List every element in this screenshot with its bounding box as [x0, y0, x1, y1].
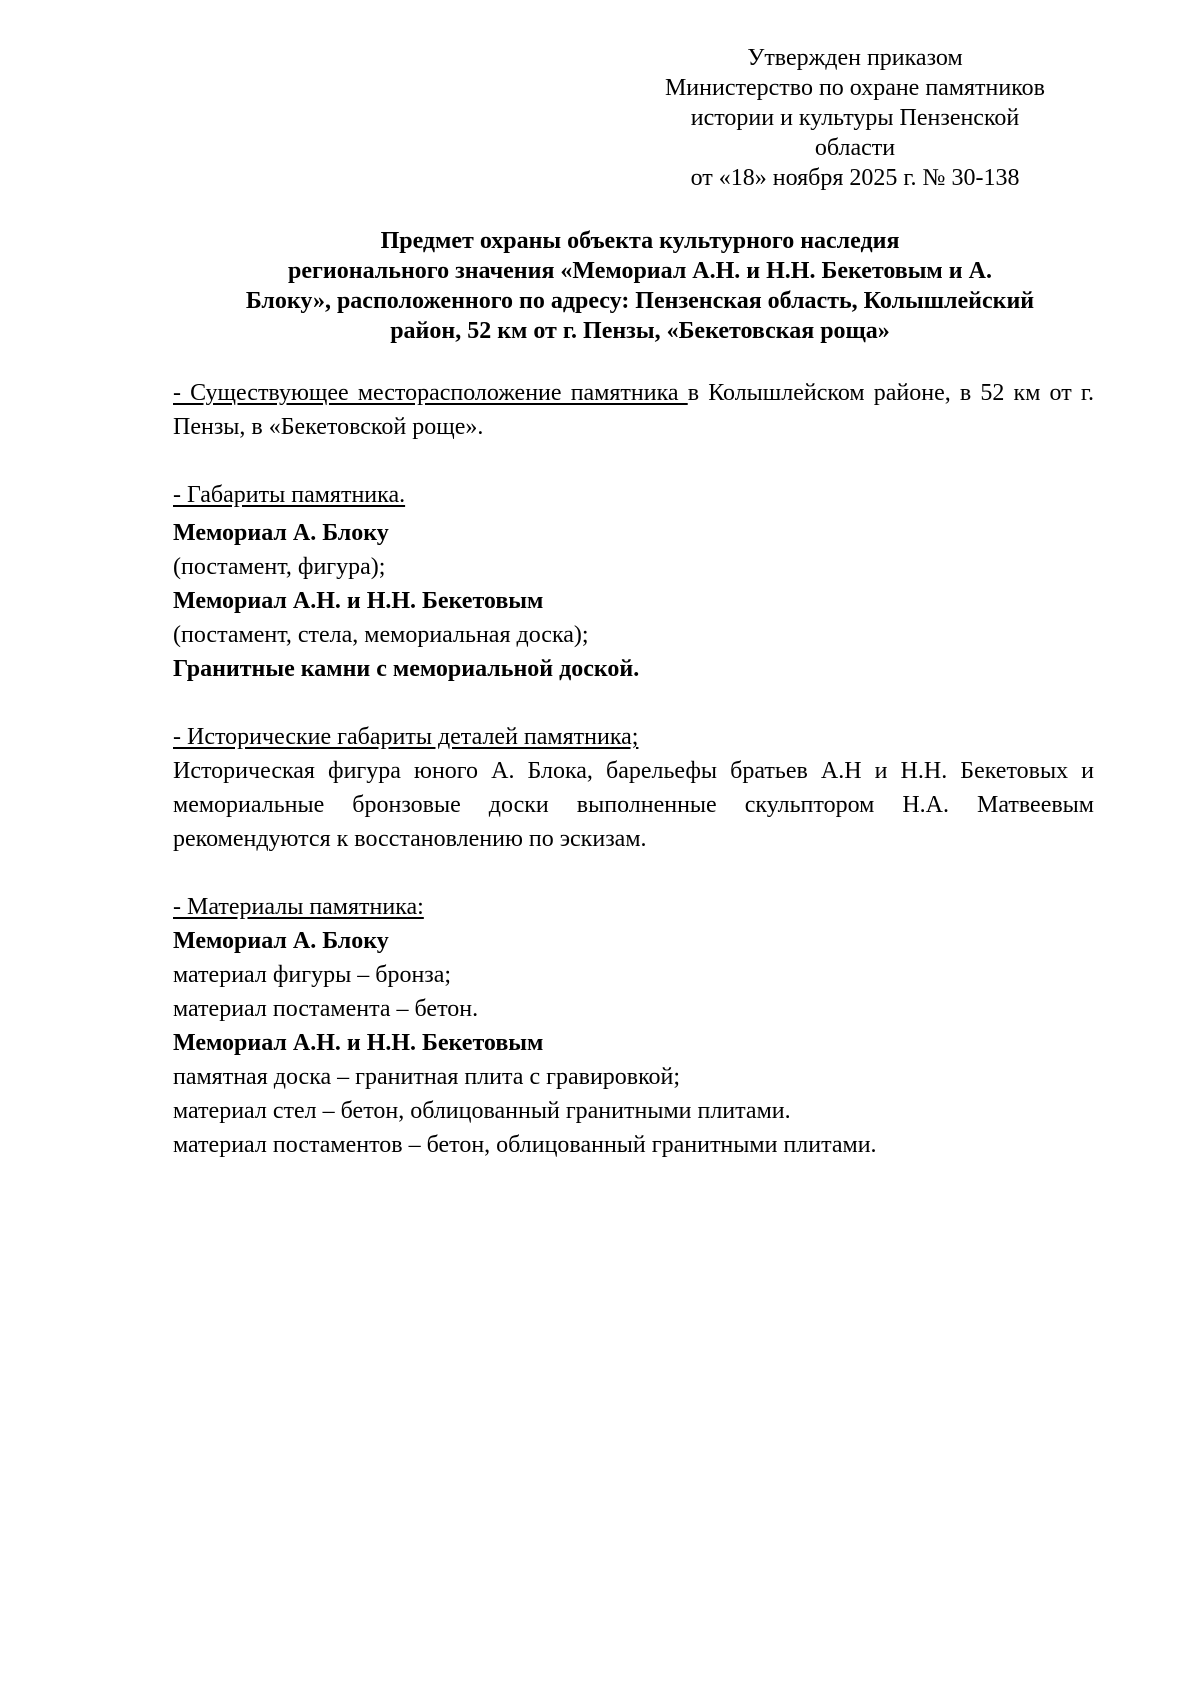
location-heading: - Существующее месторасположение памятника: [173, 380, 688, 406]
title-line: район, 52 км от г. Пензы, «Бекетовская роща»: [390, 318, 890, 344]
dimensions-heading: - Габариты памятника.: [173, 482, 406, 508]
historical-text: Историческая фигура юного А. Блока, барельефы братьев А.Н и Н.Н. Бекетовых и мемориальные бронзовые доски выполненные скульптором Н.А. Матвеевым рекомендуются к восстановлению по эскизам.: [173, 758, 1094, 852]
title-line: регионального значения «Мемориал А.Н. и Н.Н. Бекетовым и А.: [288, 258, 992, 284]
location-section: [173, 376, 1094, 444]
approval-line: от «18» ноября 2025 г. № 30-138: [690, 165, 1020, 191]
dimensions-item-name: Мемориал А.Н. и Н.Н. Бекетовым: [173, 588, 544, 614]
spacer: [173, 686, 1094, 720]
approval-line: истории и культуры Пензенской: [690, 105, 1020, 131]
materials-beketov-name: Мемориал А.Н. и Н.Н. Бекетовым: [173, 1030, 544, 1056]
location-text: в Колышлейском районе, в 52 км от г. Пензы, в «Бекетовской роще».: [173, 380, 1095, 440]
title-line: Блоку», расположенного по адресу: Пензенская область, Колышлейский: [245, 288, 1035, 314]
materials-beketov-line: материал постаментов – бетон, облицованный гранитными плитами.: [173, 1132, 877, 1158]
materials-blok-line: материал постамента – бетон.: [173, 996, 479, 1022]
document-title: [180, 226, 1100, 346]
historical-heading: - Исторические габариты деталей памятника;: [173, 724, 639, 750]
approval-stamp: [640, 43, 1070, 193]
materials-blok-line: материал фигуры – бронза;: [173, 962, 452, 988]
dimensions-item-detail: (постамент, фигура);: [173, 554, 386, 580]
approval-line: области: [814, 135, 896, 161]
title-line: Предмет охраны объекта культурного наследия: [380, 228, 900, 254]
document-body: [173, 376, 1094, 1162]
spacer: [173, 856, 1094, 890]
dimensions-final: Гранитные камни с мемориальной доской.: [173, 656, 640, 682]
materials-blok-name: Мемориал А. Блоку: [173, 928, 389, 954]
dimensions-item-detail: (постамент, стела, мемориальная доска);: [173, 622, 589, 648]
dimensions-item-name: Мемориал А. Блоку: [173, 520, 389, 546]
spacer: [173, 444, 1094, 478]
materials-beketov-line: материал стел – бетон, облицованный гранитными плитами.: [173, 1098, 791, 1124]
approval-line: Утвержден приказом: [747, 45, 963, 71]
materials-heading: - Материалы памятника:: [173, 894, 424, 920]
approval-line: Министерство по охране памятников: [664, 75, 1046, 101]
materials-beketov-line: памятная доска – гранитная плита с гравировкой;: [173, 1064, 681, 1090]
